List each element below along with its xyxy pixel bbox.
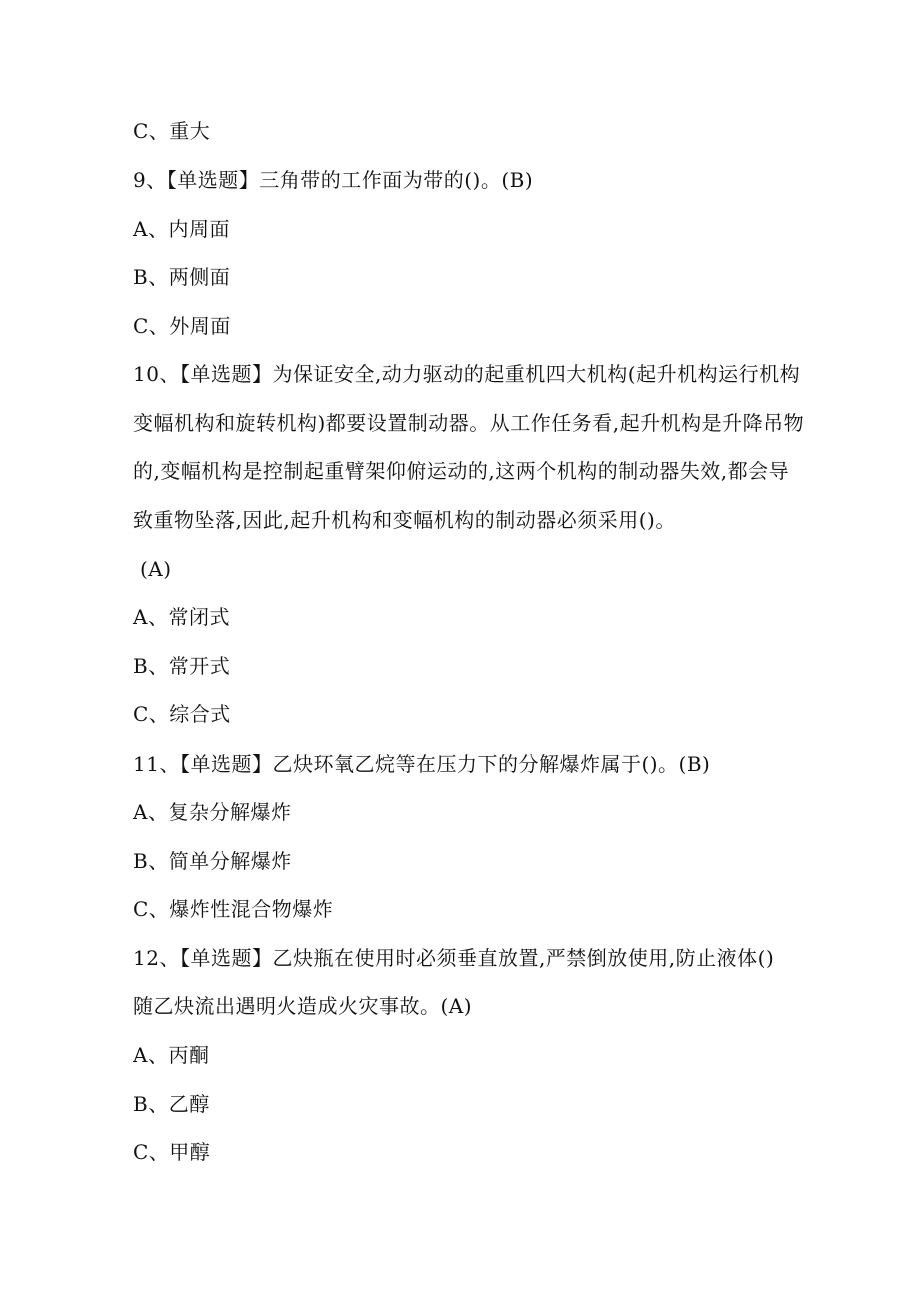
option-b-line: B、常开式 [133,654,231,678]
question-10-line-3: 的,变幅机构是控制起重臂架仰俯运动的,这两个机构的制动器失效,都会导 [133,459,790,483]
question-9: 9、【单选题】三角带的工作面为带的()。(B) [133,168,534,192]
question-10-line-4: 致重物坠落,因此,起升机构和变幅机构的制动器必须采用()。 [133,508,676,532]
option-b-line: B、乙醇 [133,1092,210,1116]
question-10-line-2: 变幅机构和旋转机构)都要设置制动器。从工作任务看,起升机构是升降吊物 [133,411,805,435]
question-12-line-1: 12、【单选题】乙炔瓶在使用时必须垂直放置,严禁倒放使用,防止液体() [133,946,775,970]
answer-line: (A) [140,557,172,581]
option-c-line: C、重大 [133,119,211,143]
option-a-line: A、复杂分解爆炸 [133,800,292,824]
option-c-line: C、爆炸性混合物爆炸 [133,897,334,921]
option-c-line: C、综合式 [133,702,231,726]
option-c-line: C、甲醇 [133,1140,211,1164]
option-b-line: B、两侧面 [133,265,231,289]
option-c-line: C、外周面 [133,314,231,338]
option-a-line: A、内周面 [133,217,230,241]
question-12-line-2: 随乙炔流出遇明火造成火灾事故。(A) [133,994,473,1018]
option-a-line: A、丙酮 [133,1043,210,1067]
question-10-line-1: 10、【单选题】为保证安全,动力驱动的起重机四大机构(起升机构运行机构 [133,362,801,386]
option-b-line: B、简单分解爆炸 [133,849,292,873]
option-a-line: A、常闭式 [133,605,230,629]
question-11: 11、【单选题】乙炔环氧乙烷等在压力下的分解爆炸属于()。(B) [133,752,711,776]
